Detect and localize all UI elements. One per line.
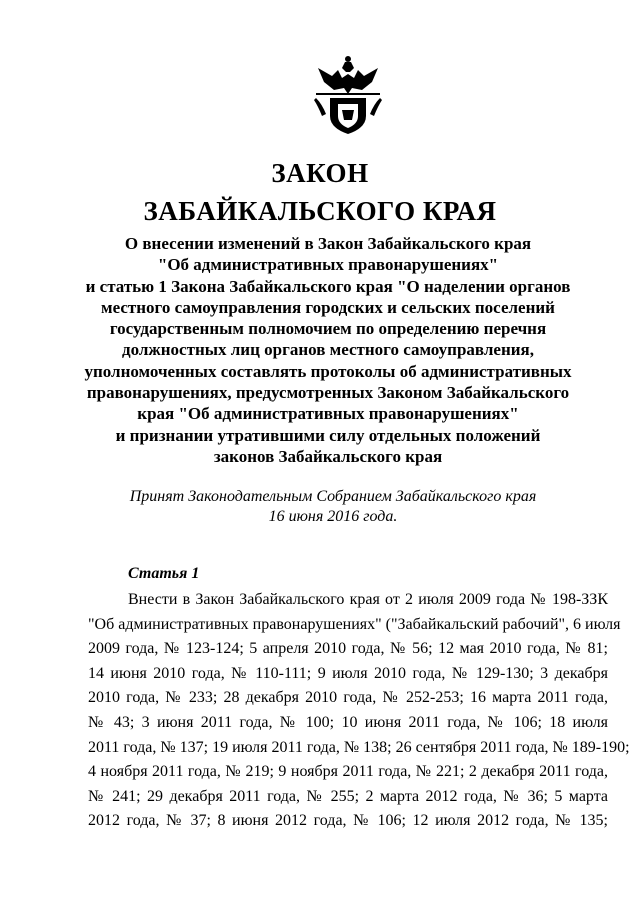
subject-line: "Об административных правонарушениях": [157, 255, 499, 275]
subject-line: и статью 1 Закона Забайкальского края "О наделении органов: [85, 276, 571, 296]
subject-line: и признании утратившими силу отдельных положений: [115, 425, 541, 445]
paragraph-line: 4 ноября 2011 года, № 219; 9 ноября 2011 года, № 221; 2 декабря 2011 года,: [88, 763, 608, 781]
subject-line: уполномоченных составлять протоколы об административных: [84, 361, 572, 381]
paragraph-line: № 43; 3 июня 2011 года, № 100; 10 июня 2011 года, № 106; 18 июля: [88, 713, 608, 731]
article-body: [88, 588, 630, 834]
subject-line: О внесении изменений в Закон Забайкальского края: [124, 234, 532, 253]
adoption-line: Принят Законодательным Собранием Забайкальского края: [129, 488, 537, 505]
subject-line: должностных лиц органов местного самоуправления,: [122, 340, 534, 360]
subject-line: государственным полномочием по определению перечня: [109, 319, 547, 339]
subject-line: правонарушениях, предусмотренных Законом Забайкальского: [86, 383, 570, 403]
paragraph-line: 2009 года, № 123-124; 5 апреля 2010 года, № 56; 12 мая 2010 года, № 81;: [88, 640, 608, 658]
paragraph-line: 2010 года, № 233; 28 декабря 2010 года, № 252-253; 16 марта 2011 года,: [88, 689, 608, 707]
paragraph-line: Внести в Закон Забайкальского края от 2 июля 2009 года № 198-ЗЗК: [128, 591, 608, 608]
paragraph-line: 14 июня 2010 года, № 110-111; 9 июля 2010 года, № 129-130; 3 декабря: [88, 664, 608, 682]
adoption-date: 16 июня 2016 года.: [268, 508, 398, 525]
law-subject: [60, 233, 596, 467]
subject-line: законов Забайкальского края: [213, 446, 443, 466]
paragraph-line: № 241; 29 декабря 2011 года, № 255; 2 марта 2012 года, № 36; 5 марта: [88, 787, 608, 805]
document-type-title: ЗАКОН: [271, 158, 369, 188]
subject-line: края "Об административных правонарушениях": [137, 404, 519, 424]
article-heading: Статья 1: [128, 565, 200, 582]
paragraph-line: 2011 года, № 137; 19 июля 2011 года, № 138; 26 сентября 2011 года, № 189-190;: [88, 738, 630, 756]
subject-line: местного самоуправления городских и сельских поселений: [101, 297, 555, 317]
coat-of-arms-icon: [312, 54, 384, 136]
adoption-note: [60, 487, 606, 527]
issuing-region-title: ЗАБАЙКАЛЬСКОГО КРАЯ: [143, 196, 497, 226]
paragraph-line: 2012 года, № 37; 8 июня 2012 года, № 106; 12 июля 2012 года, № 135;: [88, 812, 608, 830]
paragraph-line: "Об административных правонарушениях" ("Забайкальский рабочий", 6 июля: [88, 615, 621, 633]
